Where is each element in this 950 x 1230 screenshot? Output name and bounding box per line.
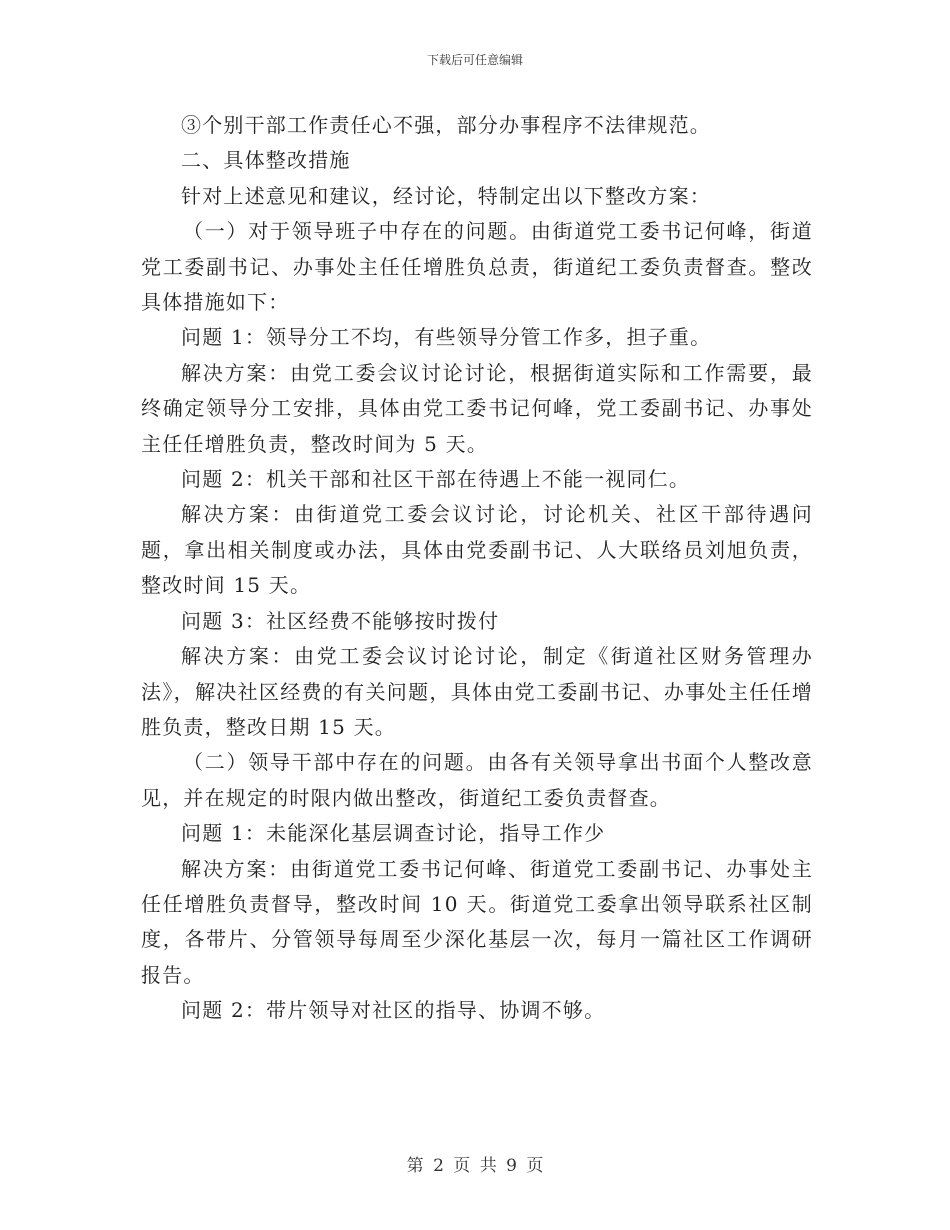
paragraph-item-3: ③个别干部工作责任心不强，部分办事程序不法律规范。 [181, 113, 711, 137]
paragraph-part-1: （一）对于领导班子中存在的问题。由街道党工委书记何峰，街道党工委副书记、办事处主任任增胜负总责，街道纪工委负责督查。整改具体措施如下： [141, 219, 813, 315]
page-footer: 第 2 页 共 9 页 [406, 1156, 544, 1176]
solution-2: 解决方案：由街道党工委会议讨论，讨论机关、社区干部待遇问题，拿出相关制度或办法，具体由党委副书记、人大联络员刘旭负责，整改时间 15 天。 [141, 502, 813, 598]
problem-3: 问题 3：社区经费不能够按时拨付 [181, 608, 500, 633]
page-header: 下载后可任意编辑 [426, 53, 523, 67]
problem-1b: 问题 1：未能深化基层调查讨论，指导工作少 [181, 821, 606, 846]
paragraph-intro: 针对上述意见和建议，经讨论，特制定出以下整改方案： [181, 183, 711, 208]
problem-2b: 问题 2：带片领导对社区的指导、协调不够。 [181, 998, 606, 1023]
solution-1b: 解决方案：由街道党工委书记何峰、街道党工委副书记、办事处主任任增胜负责督导，整改时间 10 天。街道党工委拿出领导联系社区制度，各带片、分管领导每周至少深化基层一次，每月一篇社区工作调研报告。 [141, 856, 813, 987]
section-heading-measures: 二、具体整改措施 [181, 148, 351, 173]
document-body [141, 108, 813, 1029]
problem-2: 问题 2：机关干部和社区干部在待遇上不能一视同仁。 [181, 467, 691, 492]
solution-3: 解决方案：由党工委会议讨论讨论，制定《街道社区财务管理办法》，解决社区经费的有关问题，具体由党工委副书记、办事处主任任增胜负责，整改日期 15 天。 [141, 644, 813, 739]
problem-1: 问题 1：领导分工不均，有些领导分管工作多，担子重。 [181, 325, 712, 350]
paragraph-part-2: （二）领导干部中存在的问题。由各有关领导拿出书面个人整改意见，并在规定的时限内做出整改，街道纪工委负责督查。 [141, 750, 813, 810]
solution-1: 解决方案：由党工委会议讨论讨论，根据街道实际和工作需要，最终确定领导分工安排，具体由党工委书记何峰，党工委副书记、办事处主任任增胜负责，整改时间为 5 天。 [141, 360, 813, 456]
